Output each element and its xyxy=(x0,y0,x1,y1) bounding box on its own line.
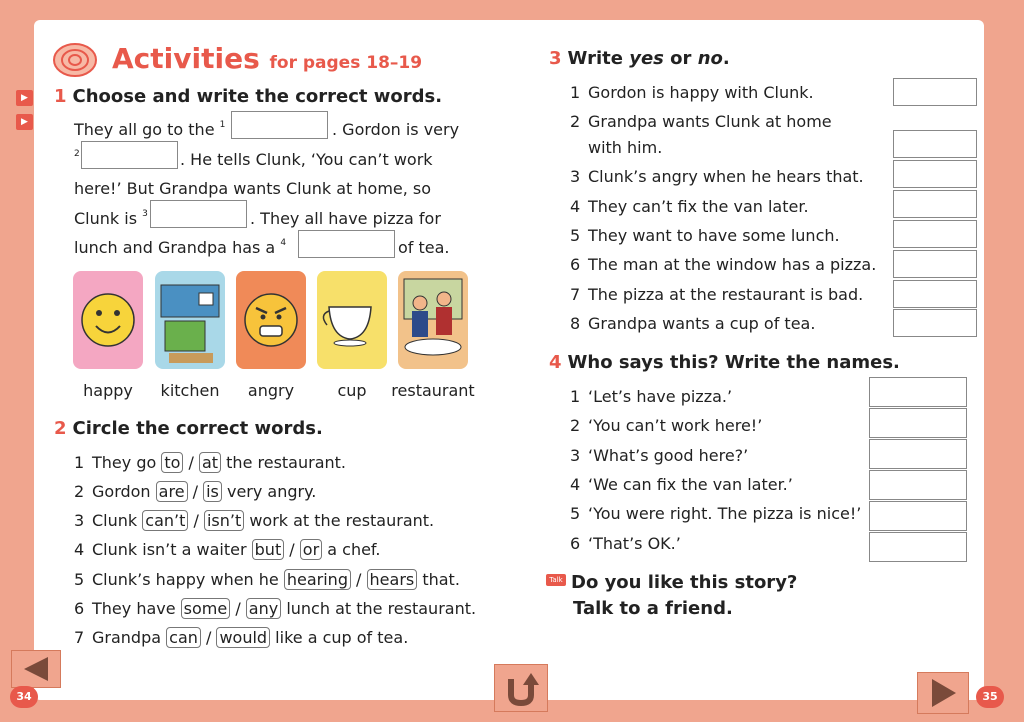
ex3-answer-box[interactable] xyxy=(893,309,977,337)
ex1-line: of tea. xyxy=(398,238,450,257)
ex2-item: 4 Clunk isn’t a waiter but / or a chef. xyxy=(74,540,381,559)
ex3-answer-box[interactable] xyxy=(893,280,977,308)
ex4-heading: 4 Who says this? Write the names. xyxy=(549,352,900,373)
ex1-line: Clunk is $^3$ xyxy=(74,209,148,228)
page-number-left: 34 xyxy=(10,686,38,708)
option-a[interactable]: but xyxy=(252,539,285,560)
ex2-item: 2 Gordon are / is very angry. xyxy=(74,482,317,501)
ex3-item: 6 The man at the window has a pizza. xyxy=(570,255,877,274)
cup-picture xyxy=(317,271,387,369)
ex1-line: 2 xyxy=(74,149,80,159)
ex2-item: 6 They have some / any lunch at the restaurant. xyxy=(74,599,477,618)
ex4-answer-box[interactable] xyxy=(869,532,967,562)
ex3-item-cont: with him. xyxy=(588,138,663,157)
side-tab[interactable]: ▶ xyxy=(16,114,33,130)
ex3-answer-box[interactable] xyxy=(893,78,977,106)
ex1-line: . They all have pizza for xyxy=(250,209,441,228)
angry-picture xyxy=(236,271,306,369)
ex1-line: . He tells Clunk, ‘You can’t work xyxy=(180,150,433,169)
ex4-item: 3 ‘What’s good here?’ xyxy=(570,446,749,465)
arrow-left-icon xyxy=(12,651,60,687)
ex2-item: 7 Grandpa can / would like a cup of tea. xyxy=(74,628,409,647)
ex1-blank-2[interactable] xyxy=(81,141,178,169)
ex3-heading: 3 Write yes or no. xyxy=(549,48,730,69)
angry-face-icon xyxy=(236,271,306,369)
ex4-answer-box[interactable] xyxy=(869,501,967,531)
option-b[interactable]: or xyxy=(300,539,322,560)
page-title: Activities for pages 18–19 xyxy=(112,42,423,75)
option-b[interactable]: isn’t xyxy=(204,510,244,531)
ex3-answer-box[interactable] xyxy=(893,190,977,218)
ex3-item: 8 Grandpa wants a cup of tea. xyxy=(570,314,816,333)
ex3-item: 1 Gordon is happy with Clunk. xyxy=(570,83,814,102)
word-happy: happy xyxy=(83,381,133,400)
word-kitchen: kitchen xyxy=(160,381,220,400)
ex3-item: 7 The pizza at the restaurant is bad. xyxy=(570,285,864,304)
ex3-answer-box[interactable] xyxy=(893,250,977,278)
ex1-blank-4[interactable] xyxy=(298,230,395,258)
option-a[interactable]: some xyxy=(181,598,231,619)
ex4-item: 4 ‘We can fix the van later.’ xyxy=(570,475,793,494)
ex4-item: 5 ‘You were right. The pizza is nice!’ xyxy=(570,504,862,523)
happy-picture xyxy=(73,271,143,369)
ex3-answer-box[interactable] xyxy=(893,220,977,248)
talk-badge: Talk xyxy=(546,574,566,586)
option-a[interactable]: can xyxy=(166,627,201,648)
option-b[interactable]: at xyxy=(199,452,221,473)
flower-icon xyxy=(52,42,98,78)
ex4-answer-box[interactable] xyxy=(869,439,967,469)
page-number-right: 35 xyxy=(976,686,1004,708)
side-tab[interactable]: ▶ xyxy=(16,90,33,106)
ex1-line: here!’ But Grandpa wants Clunk at home, so xyxy=(74,179,432,198)
ex1-line: . Gordon is very xyxy=(332,120,460,139)
option-b[interactable]: is xyxy=(203,481,222,502)
ex1-line: lunch and Grandpa has a $^4$ xyxy=(74,238,287,257)
option-b[interactable]: would xyxy=(216,627,270,648)
arrow-right-icon xyxy=(918,673,968,713)
return-button[interactable] xyxy=(494,664,548,712)
ex3-item: 4 They can’t fix the van later. xyxy=(570,197,809,216)
kitchen-icon xyxy=(155,271,225,369)
ex2-heading: 2 Circle the correct words. xyxy=(54,418,323,439)
option-a[interactable]: hearing xyxy=(284,569,351,590)
ex3-answer-box[interactable] xyxy=(893,130,977,158)
next-page-button[interactable] xyxy=(917,672,969,714)
ex3-answer-box[interactable] xyxy=(893,160,977,188)
ex3-item: 5 They want to have some lunch. xyxy=(570,226,840,245)
ex2-item: 1 They go to / at the restaurant. xyxy=(74,453,347,472)
talk-line: Talk to a friend. xyxy=(573,598,733,619)
talk-line: Do you like this story? xyxy=(571,572,798,593)
cup-icon xyxy=(317,271,387,369)
ex4-item: 6 ‘That’s OK.’ xyxy=(570,534,681,553)
word-cup: cup xyxy=(337,381,367,400)
ex2-item: 5 Clunk’s happy when he hearing / hears that. xyxy=(74,570,460,589)
happy-face-icon xyxy=(73,271,143,369)
ex4-answer-box[interactable] xyxy=(869,470,967,500)
option-a[interactable]: to xyxy=(161,452,183,473)
ex4-item: 1 ‘Let’s have pizza.’ xyxy=(570,387,733,406)
ex4-item: 2 ‘You can’t work here!’ xyxy=(570,416,763,435)
prev-page-button[interactable] xyxy=(11,650,61,688)
ex2-item: 3 Clunk can’t / isn’t work at the restaurant. xyxy=(74,511,435,530)
ex3-item: 2 Grandpa wants Clunk at home xyxy=(570,112,832,131)
ex3-item: 3 Clunk’s angry when he hears that. xyxy=(570,167,864,186)
restaurant-picture xyxy=(398,271,468,369)
option-b[interactable]: any xyxy=(246,598,281,619)
ex1-line: They all go to the $^1$ xyxy=(74,120,226,139)
word-angry: angry xyxy=(247,381,295,400)
ex1-heading: 1 Choose and write the correct words. xyxy=(54,86,443,107)
return-arrow-icon xyxy=(495,665,547,711)
option-b[interactable]: hears xyxy=(367,569,418,590)
ex4-answer-box[interactable] xyxy=(869,408,967,438)
option-a[interactable]: are xyxy=(156,481,188,502)
kitchen-picture xyxy=(155,271,225,369)
restaurant-icon xyxy=(398,271,468,369)
word-restaurant: restaurant xyxy=(391,381,475,400)
ex4-answer-box[interactable] xyxy=(869,377,967,407)
ex1-blank-1[interactable] xyxy=(231,111,328,139)
option-a[interactable]: can’t xyxy=(142,510,188,531)
ex1-blank-3[interactable] xyxy=(150,200,247,228)
